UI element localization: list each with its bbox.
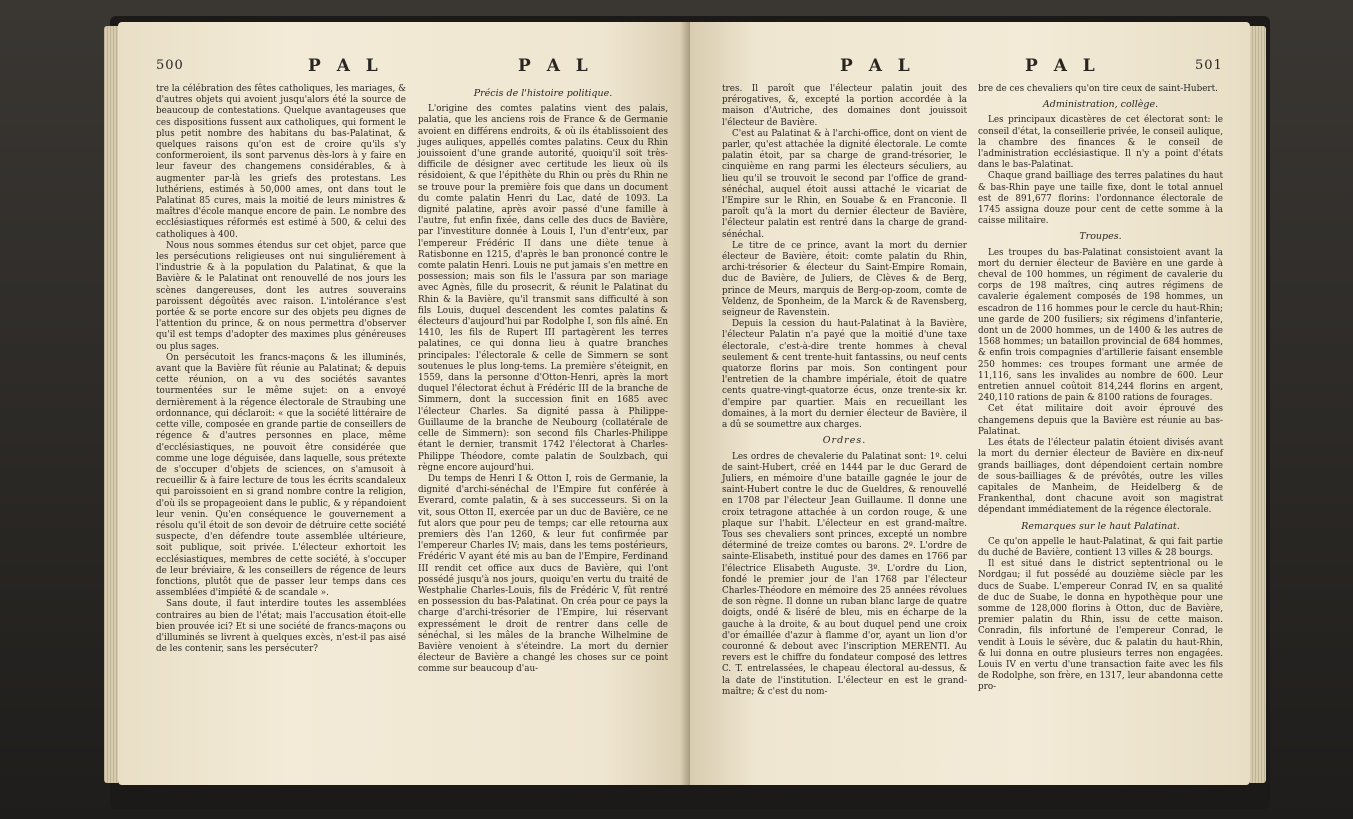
paragraph: Chaque grand bailliage des terres palatines du haut & bas-Rhin paye une taille fixe, dont le total annuel est de 891,677 florins: l'ordonnance électorale de 1745 assigna douze pour cent de cette somme à la caisse militaire. <box>978 171 1223 227</box>
left-column-1 <box>156 84 406 655</box>
paragraph: Sans doute, il faut interdire toutes les assemblées contraires au bien de l'état; mais l'accusation étoit-elle bien prouvée ici? Et si une société de francs-maçons ou d'illuminés se livrent à quelques excès, n'est-il pas aisé de les contenir, sans les persécuter? <box>156 599 406 655</box>
page-number: 500 <box>156 58 184 73</box>
paragraph: Ce qu'on appelle le haut-Palatinat, & qui fait partie du duché de Bavière, contient 13 villes & 28 bourgs. <box>978 536 1223 558</box>
page-number: 501 <box>1195 58 1223 73</box>
section-title-remarks: Remarques sur le haut Palatinat. <box>1021 520 1180 532</box>
page-edges-left <box>104 26 118 783</box>
right-page <box>690 22 1250 785</box>
section-title-administration: Administration, collège. <box>1042 99 1159 111</box>
right-column-1 <box>722 84 967 698</box>
left-page-header <box>118 56 690 80</box>
paragraph: Les principaux dicastères de cet électorat sont: le conseil d'état, la conseillerie privée, le conseil aulique, la chambre des finances & le conseil de l'administration ecclésiastique. Il n'y a point d'états dans le bas-Palatinat. <box>978 115 1223 171</box>
paragraph: L'origine des comtes palatins vient des palais, palatia, que les anciens rois de France & de Germanie avoient en différens endroits, & où ils établissoient des juges auliques, appellés comtes palatins. Ceux du Rhin jouissoient d'une grande autorité, quoiqu'il soit très-difficile de désigner avec certitude les lieux où ils résidoient, & que l'épithète du Rhin ou près du Rhin ne se trouve pour la première fois que dans un document du comte palatin Henri du Lac, daté de 1093. La dignité palatine, après avoir passé d'une famille à l'autre, fut enfin fixée, dans celle des ducs de Bavière, par l'investiture donnée à Louis I, l'un d'entr'eux, par l'empereur Frédéric II dans une diète tenue à Ratisbonne en 1215, d'après le ban prononcé contre le comte palatin Henri. Louis ne put jamais s'en mettre en possession; mais son fils le l'assura par son mariage avec Agnès, fille du prosecrit, & réunit le Palatinat du Rhin & la Bavière, qu'il transmit sans difficulté à son fils Louis, duquel descendent les comtes palatins & électeurs d'aujourd'hui par Rodolphe I, son fils aîné. En 1410, les fils de Rupert III partagèrent les terres palatines, ce qui donna lieu à quatre branches principales: l'électorale & celle de Simmern se sont soutenues le plus long-tems. La première s'éteignit, en 1559, dans la personne d'Otton-Henri, après la mort duquel l'électorat échut à Frédéric III de la branche de Simmern, dont la succession finit en 1685 avec l'électeur Charles. Sa dignité passa à Philippe-Guillaume de la branche de Neubourg (collatérale de celle de Simmern): son second fils Charles-Philippe étant le dernier, transmit 1742 l'électorat à Charles-Philippe Théodore, comte palatin de Soulzbach, qui règne encore aujourd'hui. <box>418 104 668 473</box>
paragraph: On persécutoit les francs-maçons & les illuminés, avant que la Bavière fût réunie au Palatinat; & depuis cette réunion, on a vu des sociétés savantes tourmentées sur le même sujet: on a envoyé dernièrement à la régence électorale de Straubing une ordonnance, qui déclaroit: « que la société littéraire de cette ville, composée en grande partie de conseillers de régence & d'autres personnes en place, même d'ecclésiastiques, ne pouvoit être considérée que comme une loge déguisée, dans laquelle, sous prétexte de s'occuper d'objets de sciences, on s'amusoit à recueillir & à faire lecture de tous les écrits scandaleux qui paroissoient en si grand nombre contre la religion, d'où ils se propageoient dans le public, & y répandoient leur venin. Qu'en conséquence le gouvernement a résolu qu'il étoit de son devoir de détruire cette société suspecte, d'en défendre toute assemblée ultérieure, soit publique, soit privée. L'électeur exhortoit les ecclésiastiques, membres de cette société, à s'occuper de leur bréviaire, & les conseillers de régence de leurs fonctions, plutôt que de passer leur temps dans ces assemblées d'impiété & de scandale ». <box>156 352 406 599</box>
section-title-troops: Troupes. <box>1079 231 1122 243</box>
right-column-2 <box>978 84 1223 694</box>
paragraph: tres. Il paroît que l'électeur palatin jouit des prérogatives, &, excepté la portion accordée à la maison d'Autriche, des domaines dont jouissoit l'électeur de Bavière. <box>722 84 967 128</box>
running-head: P A L <box>308 56 383 76</box>
paragraph: Le titre de ce prince, avant la mort du dernier électeur de Bavière, étoit: comte palatin du Rhin, archi-trésorier & électeur du Saint-Empire Romain, duc de Bavière, de Juliers, de Clèves & de Berg, prince de Meurs, marquis de Berg-op-zoom, comte de Veldenz, de Sponheim, de la Marck & de Ravensberg, seigneur de Ravenstein. <box>722 240 967 319</box>
running-head: P A L <box>840 56 915 76</box>
paragraph: Il est situé dans le district septentrional ou le Nordgau; il fut possédé au douzième siècle par les ducs de Suabe. L'empereur Conrad IV, en sa qualité de duc de Suabe, le donna en hypothèque pour une somme de 128,000 florins à Otton, duc de Bavière, premier palatin du Rhin, issu de cette maison. Conradin, fils infortuné de l'empereur Conrad, le vendit à Louis le sévère, duc & palatin du haut-Rhin, & lui donna en outre plusieurs terres non engagées. Louis IV en vertu d'une transaction faite avec les fils de Rodolphe, son frère, en 1317, leur abandonna cette pro- <box>978 559 1223 693</box>
paragraph: Les ordres de chevalerie du Palatinat sont: 1º. celui de saint-Hubert, créé en 1444 par le duc Gerard de Juliers, en mémoire d'une bataille gagnée le jour de saint-Hubert contre le duc de Gueldres, & renouvellé en 1708 par l'électeur Jean Guillaume. Il donne une croix tetragone attachée à un cordon rouge, & une plaque sur l'habit. L'électeur en est grand-maître. Tous ses chevaliers sont princes, excepté un nombre déterminé de treize comtes ou barons. 2º. L'ordre de sainte-Elisabeth, institué pour des dames en 1766 par l'électrice Elisabeth Auguste. 3º. L'ordre du Lion, fondé le premier jour de l'an 1768 par l'électeur Charles-Théodore en mémoire des 25 années révolues de son règne. Il donne un ruban blanc large de quatre doigts, ondé & liséré de bleu, mis en écharpe de la gauche à la droite, & au bout duquel pend une croix d'or émaillée d'azur à flamme d'or, ayant un lion d'or couronné & debout avec l'inscription MERENTI. Au revers est le chiffre du fondateur composé des lettres C. T. entrelassées, le chapeau électoral au-dessus, & la date de l'institution. L'électeur en est le grand-maître; & c'est du nom- <box>722 451 967 697</box>
running-head-col-2: P A L <box>1025 56 1100 76</box>
paragraph: tre la célébration des fêtes catholiques, les mariages, & d'autres objets qui avoient jusqu'alors été la source de beaucoup de contestations. Quelque avantageuses que ces dispositions fussent aux catholiques, qui forment le plus petit nombre des habitans du bas-Palatinat, & quelques raisons qu'on est de croire qu'ils s'y conformeroient, ils sont parvenus dès-lors à y faire en leur faveur des changemens considérables, & à augmenter par-là les griefs des protestans. Les luthériens, estimés à 50,000 ames, ont dans tout le Palatinat 85 cures, mais la moitié de leurs ministres & maîtres d'école manque encore de pain. Le nombre des ecclésiastiques réformés est estimé à 500, & celui des catholiques à 400. <box>156 84 406 240</box>
paragraph: Depuis la cession du haut-Palatinat à la Bavière, l'électeur Palatin n'a payé que la moitié d'une taxe électorale, c'est-à-dire trente hommes à cheval seulement & cent trente-huit fantassins, ou neuf cents quatorze florins par mois. Son contingent pour l'entretien de la chambre impériale, étoit de quatre cents quatre-vingt-quatorze écus, onze trente-six kr. d'empire par quartier. Mais en recueillant les domaines, à la mort du dernier électeur de Bavière, il a dû se soumettre aux charges. <box>722 319 967 431</box>
page-edges-right <box>1250 26 1266 783</box>
paragraph: Les troupes du bas-Palatinat consistoient avant la mort du dernier électeur de Bavière en une garde à cheval de 100 hommes, un régiment de cavalerie du corps de 198 maîtres, cinq autres régimens de cavalerie également composés de 198 hommes, un escadron de 116 hommes pour le cercle du haut-Rhin; une garde de 200 fusiliers; six régimens d'infanterie, dont un de 2000 hommes, un de 1400 & les autres de 1568 hommes; un bataillon provincial de 684 hommes, & enfin trois compagnies d'artillerie faisant ensemble 250 hommes: ces troupes formant une armée de 11,116, sans les invalides au nombre de 600. Leur entretien annuel coûtoit 814,244 florins en argent, 240,110 rations de pain & 8100 rations de fourages. <box>978 247 1223 404</box>
paragraph: C'est au Palatinat & à l'archi-office, dont on vient de parler, qu'est attachée la dignité électorale. Le comte palatin étoit, par sa charge de grand-trésorier, le cinquième en rang parmi les électeurs séculiers, au lieu qu'il se trouvoit le second par l'office de grand-sénéchal, auquel étoit aussi attaché le vicariat de l'Empire sur le Rhin, en Souabe & en Franconie. Il paroît qu'à la mort du dernier électeur de Bavière, l'électeur palatin est rentré dans la charge de grand-sénéchal. <box>722 128 967 240</box>
paragraph: Nous nous sommes étendus sur cet objet, parce que les persécutions religieuses ont nui singuliérement à l'industrie & à la population du Palatinat, & que la Bavière & le Palatinat ont renouvellé de nos jours les scènes dangereuses, dont les autres souverains paroissent dégoûtés avec raison. L'intolérance s'est portée & se porte encore sur des objets peu dignes de l'attention du prince, & on nous permettra d'observer qu'il est temps d'adopter des maximes plus généreuses ou plus sages. <box>156 240 406 352</box>
right-page-header <box>690 56 1250 80</box>
paragraph: Les états de l'électeur palatin étoient divisés avant la mort du dernier électeur de Bavière en dix-neuf grands bailliages, dont dépendoient certain nombre de sous-bailliages & de prévôtés, outre les villes capitales de Manheim, de Heidelberg & de Frankenthal, dont chacune avoit son magistrat dépendant immédiatement de la régence électorale. <box>978 438 1223 516</box>
paragraph: Du temps de Henri I & Otton I, rois de Germanie, la dignité d'archi-sénéchal de l'Empire fut conférée à Everard, comte palatin, & à ses successeurs. Si on la vit, sous Otton II, exercée par un duc de Bavière, ce ne fut alors que pour peu de temps; car elle retourna aux premiers dès l'an 1260, & leur fut confirmée par l'empereur Charles IV; mais, dans les tems postérieurs, Frédéric V ayant été mis au ban de l'Empire, Ferdinand III rendit cet office aux ducs de Bavière, qui l'ont possédé jusqu'à nos jours, quoiqu'en vertu du traité de Westphalie Charles-Louis, fils de Frédéric V, fût rentré en possession du bas-Palatinat. On créa pour ce pays la charge d'archi-trésorier de l'Empire, lui réservant expressément le droit de rentrer dans celle de sénéchal, si les mâles de la branche Wilhelmine de Bavière venoient à s'éteindre. La mort du dernier électeur de Bavière a changé les choses sur ce point comme sur beaucoup d'au- <box>418 473 668 675</box>
left-column-2 <box>418 84 668 676</box>
left-page <box>118 22 690 785</box>
paragraph: bre de ces chevaliers qu'on tire ceux de saint-Hubert. <box>978 84 1218 94</box>
section-title-orders: Ordres. <box>822 435 867 447</box>
running-head-col-2: P A L <box>518 56 593 76</box>
section-title: Précis de l'histoire politique. <box>473 88 613 99</box>
paragraph: Cet état militaire doit avoir éprouvé des changemens depuis que la Bavière est réunie au bas-Palatinat. <box>978 404 1223 437</box>
